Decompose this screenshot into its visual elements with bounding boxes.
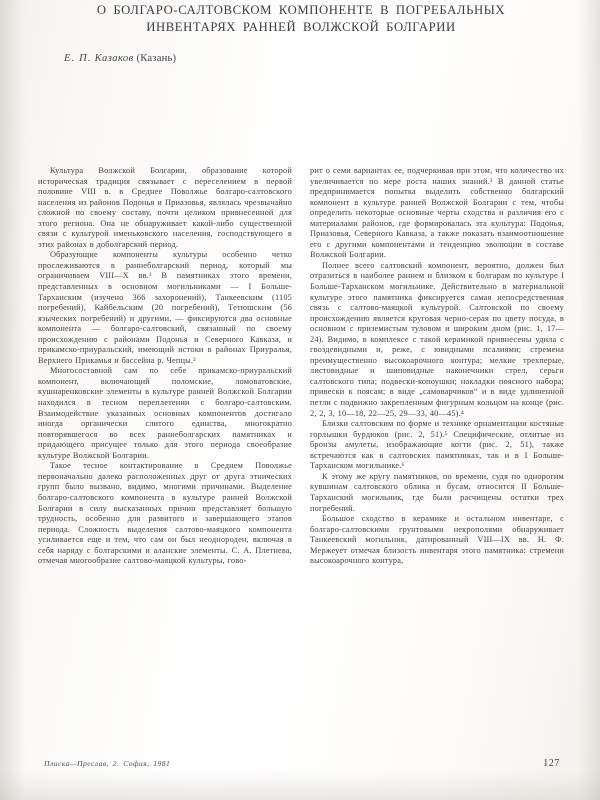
paragraph: рит о семи вариантах ее, подчеркивая при этом, что количество их увеличивается по мере роста наших знаний.³ В данной статье предпринимается попытка выделить собственно болгарский компонент в культуре ранней Волжской Болгарии с тем, чтобы определить некоторые основные черты сходства и различия его с материалами районов, где формировалась эта культура: Подонья, Приазовья, Северного Кавказа, а также показать взаимоотношение его с другими компонентами и тенденцию эволюции в составе Волжской Болгарии. — [310, 166, 564, 260]
page-title-line-2: ИНВЕНТАРЯХ РАННЕЙ ВОЛЖСКОЙ БОЛГАРИИ — [146, 20, 456, 34]
two-column-body — [38, 166, 564, 567]
paragraph: Полнее всего салтовский компонент, вероятно, должен был отразиться в наиболее раннем и близком к болгарам по культуре I Больше-Тарханском могильнике. Действительно в материальной культуре этого памятника фиксируется самая непосредственная связь с салтово-маяцкой культурой. Салтовской по своему происхождению является круговая черно-серая по цвету посуда, в основном с приземистым туловом и широким дном (рис. 1, 17—24). Видимо, в комплексе с такой керамикой привнесены удила с гвоздевидными и, реже, с ювидными псалиями; стремена преимущественно высокоарочного контура; мелкие трехперые, листовидные и шиповидные наконечники стрел, серьги салтовского типа; подвески-копоушки; накладки поясного набора; привески к поясам; в виде „самоварчиков“ и в виде удлиненной петли с подвижно закрепленным фигурным кольцом на конце (рис. 2, 2, 3, 10—18, 22—25, 29—33, 40—45).⁴ — [310, 260, 564, 418]
scan-edge-left — [0, 0, 26, 800]
paragraph: К этому же кругу памятников, по времени, судя по однорогим кувшинам салтовского облика и бусам, относится II Больше-Тарханский могильник, где были расчищены остатки трех погребений. — [310, 471, 564, 513]
page-title-line-1: О БОЛГАРО-САЛТОВСКОМ КОМПОНЕНТЕ В ПОГРЕБАЛЬНЫХ — [96, 3, 506, 17]
author-byline — [64, 53, 564, 64]
scan-edge-bottom — [0, 770, 600, 800]
page-number: 127 — [543, 758, 560, 769]
column-left — [38, 166, 292, 567]
footer-source-citation: Плиска—Преслав, 2. София, 1981 — [44, 759, 171, 768]
title-block — [38, 0, 564, 64]
page-footer — [44, 758, 560, 769]
paragraph: Такое тесное контактирование в Среднем Поволжье первоначально далеко расположенных друг от друга этнических групп было вызвано, видимо, многими причинами. Выделение болгаро-салтовского компонента в культуре ранней Волжской Болгарии в силу высказанных причин представляет большую трудность, особенно для развитого и завершающего этапов периода. Сложность выделения салтово-маяцкого компонента усиливается еще и тем, что сам он был неоднороден, включая в себя наряду с болгарскими и аланские элементы. С. А. Плетнева, отмечая многообразие салтово-маяцкой культуры, гово- — [38, 461, 292, 566]
author-surname: Казаков — [94, 53, 134, 64]
paragraph: Многосоставной сам по себе прикамско-приуральский компонент, включающий поломские, ломоватовские, кушнаренковские элементы в культуре ранней Волжской Болгарии находился в тесном переплетении с болгаро-салтовским. Взаимодействие указанных основных компонентов достигало иногда органически слитого единства, многократно повторявшегося во всех раннеболгарских памятниках и придающего присущее только для этого периода своеобразие культуре Волжской Болгарии. — [38, 366, 292, 460]
paragraph: Большое сходство в керамике и остальном инвентаре, с болгаро-салтовскими грунтовыми некрополями обнаруживает Танкеевский могильник, датированный VIII—IX вв. Н. Ф. Мержеует отмечая близость инвентаря этого памятника: стремени высокоарочного контура, — [310, 514, 564, 566]
paragraph: Близки салтовским по форме и технике орнаментации костяные горлышки бурдюков (рис. 2, 51).⁵ Специфические, отлитые из бронзы амулеты, изображающие когти (рис. 2, 51), также встречаются как в салтовских памятниках, так и в I Больше-Тарханском могильнике.⁶ — [310, 419, 564, 471]
scan-edge-right — [578, 0, 600, 800]
page-title — [38, 2, 564, 36]
paragraph: Образующие компоненты культуры особенно четко прослеживаются в раннеболгарский период, который мы ограничиваем VIII—X вв.¹ В памятниках этого времени, представленных в основном могильниками — I Больше-Тарханским (изучено 366 захоронений), Танкеевским (1105 погребений), Кайбельским (20 погребений), Тетюшским (56 языческих погребений) и другими, — фиксируются два основные компонента — болгаро-салтовский, связанный по своему происхождению с районами Подонья и Северного Кавказа, и прикамско-приуральский, имеющий истоки в районах Приуралья, Верхнего Прикамья и бассейна р. Чепцы.² — [38, 250, 292, 365]
paragraph: Культура Волжской Болгарии, образование которой историческая традиция связывает с переселением в первой половине VIII в. в Среднее Поволжье болгаро-салтовского населения из районов Подонья и Приазовья, являлась чрезвычайно сложной по своему составу, почти целиком привнесенной для этого региона. Она не обнаруживает какой-либо существенной связи с культурой именьковского населения, господствующего в этих районах в доболгарский период. — [38, 166, 292, 249]
author-affiliation: (Казань) — [136, 53, 177, 64]
page-header-block — [38, 0, 564, 64]
author-initials: Е. П. — [64, 53, 92, 64]
column-right — [310, 166, 564, 567]
